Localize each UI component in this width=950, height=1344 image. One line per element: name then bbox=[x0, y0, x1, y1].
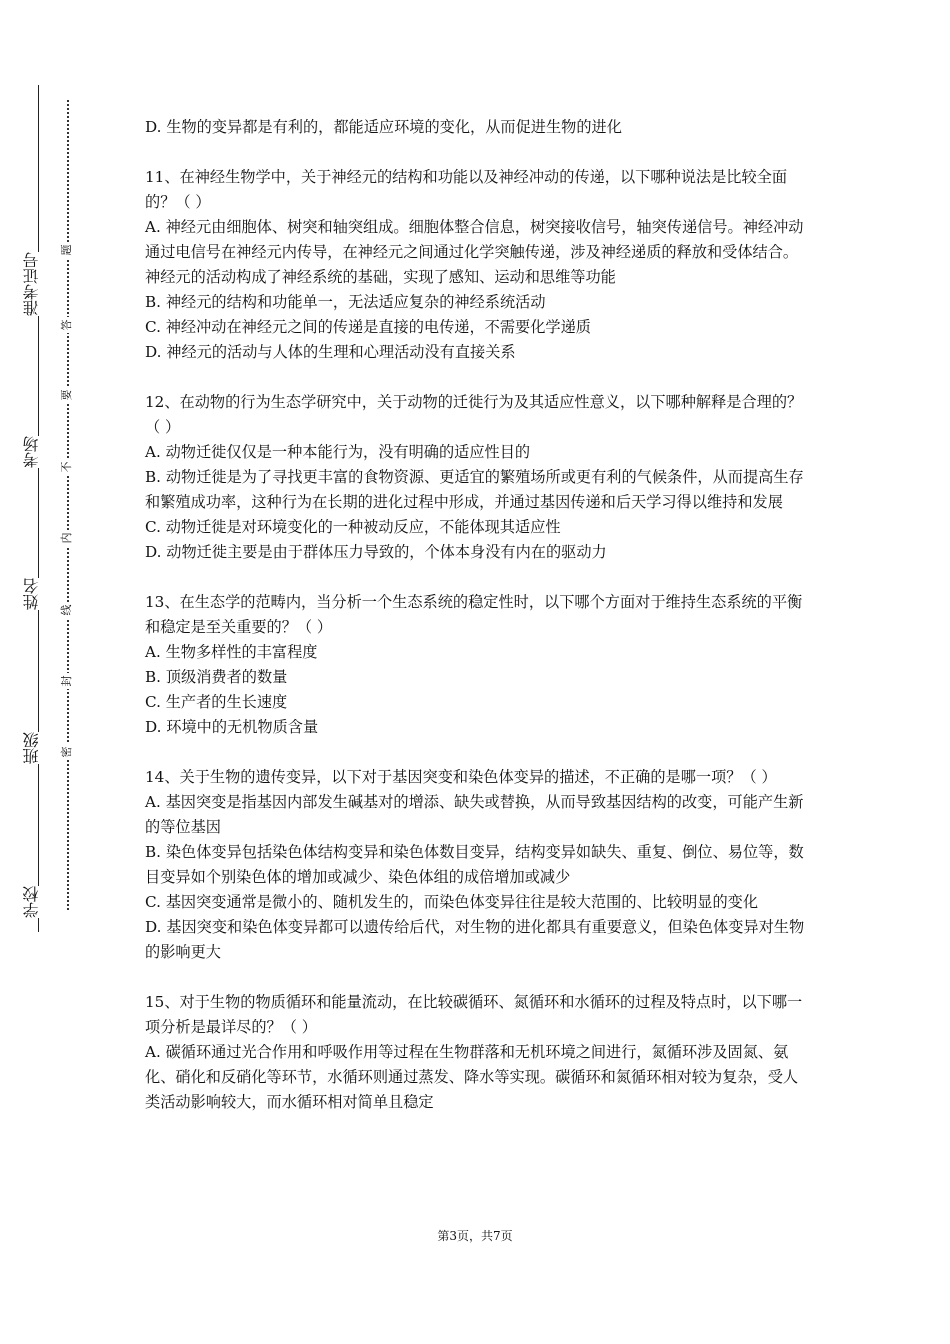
option-a: A. 动物迁徙仅仅是一种本能行为，没有明确的适应性目的 bbox=[145, 443, 531, 461]
question-stem: 13、在生态学的范畴内，当分析一个生态系统的稳定性时，以下哪个方面对于维持生态系统的平衡和稳定是至关重要的？（ ） bbox=[145, 593, 803, 636]
seal-char: 密 bbox=[60, 744, 74, 760]
question-list bbox=[145, 115, 810, 1140]
question-stem: 11、在神经生物学中，关于神经元的结构和功能以及神经冲动的传递，以下哪种说法是比较全面的？（ ） bbox=[145, 168, 788, 211]
option-c: C. 基因突变通常是微小的、随机发生的，而染色体变异往往是较大范围的、比较明显的变化 bbox=[145, 893, 759, 911]
seal-dotted-line bbox=[67, 100, 69, 910]
question-stem: 12、在动物的行为生态学研究中，关于动物的迁徙行为及其适应性意义，以下哪种解释是合理的？（ ） bbox=[145, 393, 803, 436]
seal-char: 题 bbox=[60, 242, 74, 258]
question-stem: 14、关于生物的遗传变异，以下对于基因突变和染色体变异的描述，不正确的是哪一项？（ ） bbox=[145, 768, 777, 786]
seal-char: 要 bbox=[60, 387, 74, 403]
question-13 bbox=[145, 590, 810, 740]
option-d: D. 环境中的无机物质含量 bbox=[145, 718, 319, 736]
seal-char: 不 bbox=[60, 459, 74, 475]
option-b: B. 顶级消费者的数量 bbox=[145, 668, 288, 686]
seal-char: 线 bbox=[60, 602, 74, 618]
binding-solid-line bbox=[38, 85, 39, 932]
page-footer: 第3页，共7页 bbox=[437, 1229, 513, 1243]
option-a: A. 生物多样性的丰富程度 bbox=[145, 643, 318, 661]
option-a: A. 碳循环通过光合作用和呼吸作用等过程在生物群落和无机环境之间进行，氮循环涉及固氮、氨化、硝化和反硝化等环节，水循环则通过蒸发、降水等实现。碳循环和氮循环相对较为复杂，受人类活动影响较大，而水循环相对简单且稳定 bbox=[145, 1043, 799, 1111]
seal-char: 封 bbox=[60, 673, 74, 689]
option-b: B. 神经元的结构和功能单一，无法适应复杂的神经系统活动 bbox=[145, 293, 546, 311]
option-a: A. 基因突变是指基因内部发生碱基对的增添、缺失或替换，从而导致基因结构的改变，可能产生新的等位基因 bbox=[145, 793, 804, 836]
question-14 bbox=[145, 765, 810, 965]
option-d: D. 神经元的活动与人体的生理和心理活动没有直接关系 bbox=[145, 343, 516, 361]
option-c: C. 动物迁徙是对环境变化的一种被动反应，不能体现其适应性 bbox=[145, 518, 561, 536]
option-d: D. 基因突变和染色体变异都可以遗传给后代，对生物的进化都具有重要意义，但染色体变异对生物的影响更大 bbox=[145, 918, 805, 961]
option-d: D. 生物的变异都是有利的，都能适应环境的变化，从而促进生物的进化 bbox=[145, 118, 622, 136]
question-10-continued bbox=[145, 115, 810, 140]
seal-char: 答 bbox=[60, 317, 74, 333]
option-c: C. 神经冲动在神经元之间的传递是直接的电传递，不需要化学递质 bbox=[145, 318, 591, 336]
option-c: C. 生产者的生长速度 bbox=[145, 693, 288, 711]
option-b: B. 动物迁徙是为了寻找更丰富的食物资源、更适宜的繁殖场所或更有利的气候条件，从而提高生存和繁殖成功率，这种行为在长期的进化过程中形成，并通过基因传递和后天学习得以维持和发展 bbox=[145, 468, 804, 511]
question-15 bbox=[145, 990, 810, 1115]
question-stem: 15、对于生物的物质循环和能量流动，在比较碳循环、氮循环和水循环的过程及特点时，以下哪一项分析是最详尽的？（ ） bbox=[145, 993, 803, 1036]
option-a: A. 神经元由细胞体、树突和轴突组成。细胞体整合信息，树突接收信号，轴突传递信号。神经冲动通过电信号在神经元内传导，在神经元之间通过化学突触传递，涉及神经递质的释放和受体结合。神经元的活动构成了神经系统的基础，实现了感知、运动和思维等功能 bbox=[145, 218, 804, 286]
option-b: B. 染色体变异包括染色体结构变异和染色体数目变异，结构变异如缺失、重复、倒位、易位等，数目变异如个别染色体的增加或减少、染色体组的成倍增加或减少 bbox=[145, 843, 804, 886]
question-11 bbox=[145, 165, 810, 365]
question-12 bbox=[145, 390, 810, 565]
seal-char: 内 bbox=[60, 530, 74, 546]
option-d: D. 动物迁徙主要是由于群体压力导致的，个体本身没有内在的驱动力 bbox=[145, 543, 607, 561]
